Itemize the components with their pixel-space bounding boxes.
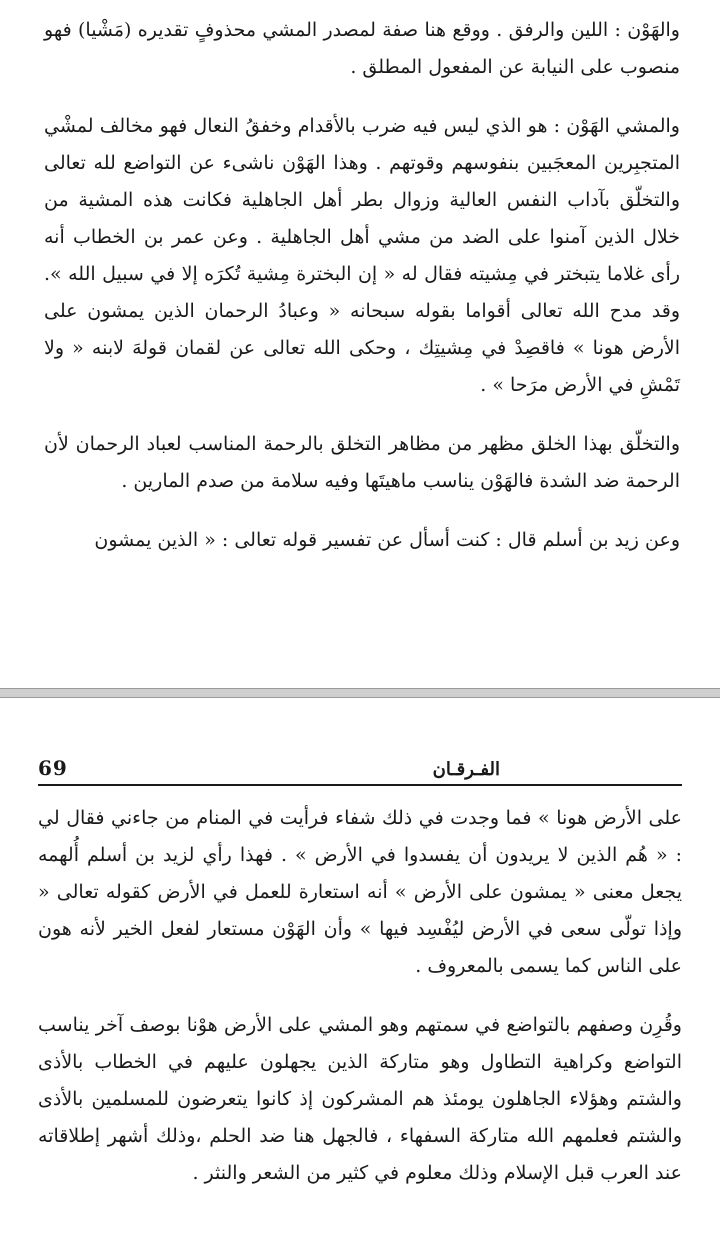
top-paragraph-1: والهَوْن : اللين والرفق . ووقع هنا صفة لمصدر المشي محذوفٍ تقديره (مَشْيا) فهو منصوب على النيابة عن المفعول المطلق . (44, 19, 680, 78)
bottom-paragraph-1: على الأرض هونا » فما وجدت في ذلك شفاء فرأيت في المنام من جاءني فقال لي : « هُم الذين لا يريدون أن يفسدوا في الأرض » . فهذا رأي لزيد بن أسلم أُلهمه يجعل معنى « يمشون على الأرض » أنه استعارة للعمل في الأرض كقوله تعالى « وإذا تولّى سعى في الأرض ليُفْسِد فيها » وأن الهَوْن مستعار لفعل الخير لأنه هون على الناس كما يسمى بالمعروف . (38, 807, 682, 977)
bottom-page (0, 698, 720, 1238)
top-paragraph-2: والمشي الهَوْن : هو الذي ليس فيه ضرب بالأقدام وخفقُ النعال فهو مخالف لمشْي المتجبِرين المعجَبين بنفوسهم وقوتهم . وهذا الهَوْن ناشىء عن التواضع لله تعالى والتخلّق بآداب النفس العالية وزوال بطر أهل الجاهلية فكانت هذه المشية من خلال الذين آمنوا على الضد من مشي أهل الجاهلية . وعن عمر بن الخطاب أنه رأى غلاما يتبختر في مِشيته فقال له « إن البخترة مِشية تُكرَه إلا في سبيل الله ». وقد مدح الله تعالى أقواما بقوله سبحانه « وعبادُ الرحمان الذين يمشون على الأرض هونا » فاقصِدْ في مِشيتِك ، وحكى الله تعالى عن لقمان قولهَ لابنه « ولا تَمْشِ في الأرض مرَحا » . (44, 115, 680, 396)
page-separator (0, 688, 720, 698)
running-title: الفـرقـان (432, 759, 500, 780)
page-header (38, 756, 682, 786)
top-paragraph-4: وعن زيد بن أسلم قال : كنت أسأل عن تفسير قوله تعالى : « الذين يمشون (94, 529, 680, 551)
bottom-paragraph-2: وقُرِن وصفهم بالتواضع في سمتهم وهو المشي على الأرض هوْنا بوصف آخر يناسب التواضع وكراهية التطاول وهو متاركة الذين يجهلون عليهم في الخطاب بالأذى والشتم وهؤلاء الجاهلون يومئذ هم المشركون إذ كانوا يتعرضون للمسلمين بالأذى والشتم فعلمهم الله متاركة السفهاء ، فالجهل هنا ضد الحلم ،وذلك أشهر إطلاقاته عند العرب قبل الإسلام وذلك معلوم في كثير من الشعر والنثر . (38, 1014, 682, 1184)
top-paragraph-3: والتخلّق بهذا الخلق مظهر من مظاهر التخلق بالرحمة المناسب لعباد الرحمان لأن الرحمة ضد الشدة فالهَوْن يناسب ماهيتَها وفيه سلامة من صدم المارين . (44, 433, 680, 492)
page-number: 69 (38, 756, 68, 780)
